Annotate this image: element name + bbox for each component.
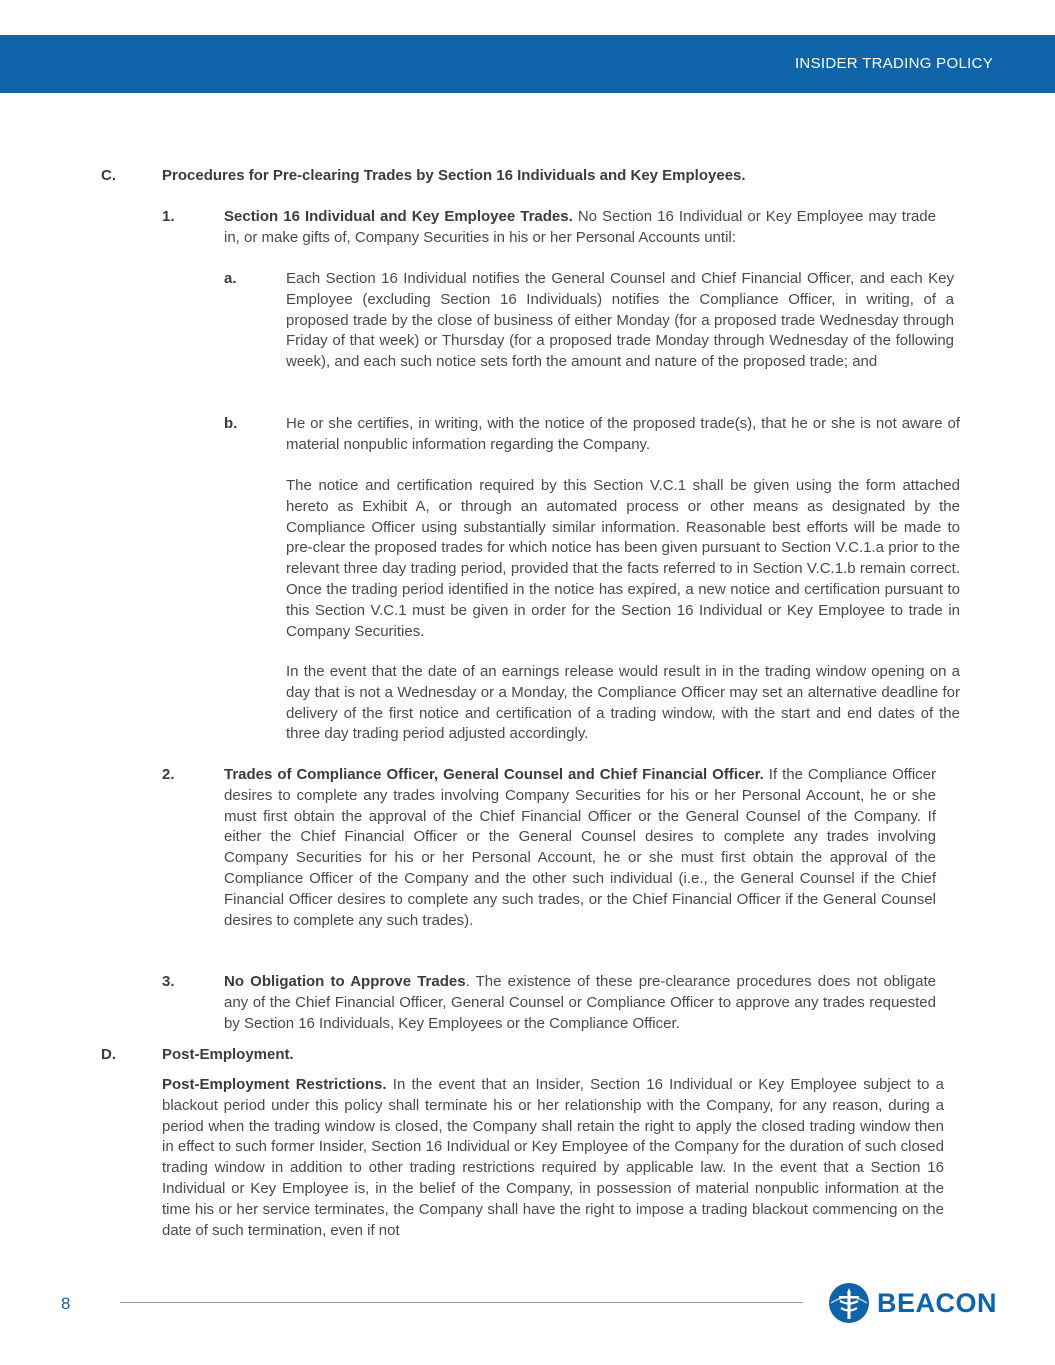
notice-certification-paragraph: The notice and certification required by this Section V.C.1 shall be given using the form attached hereto as Exhibit A, or through an automated process or other means as designated by the Compliance Officer using substantially similar information. Reasonable best efforts will be made to pre-clear the proposed trades for which notice has been given pursuant to Section V.C.1.a prior to the relevant three day trading period, provided that the facts referred to in Section V.C.1.b remain correct. Once the trading period identified in the notice has expired, a new notice and certification pursuant to this Section V.C.1 must be given in order for the Section 16 Individual or Key Employee to trade in Company Securities.	[286, 477, 960, 640]
item-3-text: . The existence of these pre-clearance procedures does not obligate any of the Chief Financial Officer, General Counsel or Compliance Officer to approve any trades requested by Section 16 Individuals, Key Employees or the Compliance Officer.	[224, 973, 936, 1032]
page-number: 8	[61, 1294, 71, 1313]
item-1-number: 1.	[162, 208, 175, 225]
item-2-number: 2.	[162, 766, 175, 783]
earnings-release-paragraph: In the event that the date of an earnings release would result in in the trading window opening on a day that is not a Wednesday or a Monday, the Compliance Officer may set an alternative deadline for delivery of the first notice and certification of a trading window, with the start and end dates of the three day trading period adjusted accordingly.	[286, 663, 960, 743]
item-1-paragraph	[224, 207, 936, 249]
sub-b-text: He or she certifies, in writing, with the notice of the proposed trade(s), that he or she is not aware of material nonpublic information regarding the Company.	[286, 415, 960, 453]
post-employment-paragraph	[162, 1075, 944, 1241]
item-3-heading: No Obligation to Approve Trades	[224, 973, 466, 990]
post-employment-heading: Post-Employment Restrictions.	[162, 1076, 387, 1093]
sub-a-letter: a.	[224, 270, 237, 287]
section-d-label: D.	[101, 1046, 116, 1063]
item-1-text: No Section 16 Individual or Key Employee may trade in, or make gifts of, Company Securities in his or her Personal Accounts until:	[224, 208, 936, 246]
footer-divider	[120, 1302, 803, 1303]
section-c-label: C.	[101, 167, 116, 184]
post-employment-text: In the event that an Insider, Section 16 Individual or Key Employee subject to a blackout period under this policy shall terminate his or her relationship with the Company, for any reason, during a period when the trading window is closed, the Company shall retain the right to apply the closed trading window then in effect to such former Insider, Section 16 Individual or Key Employee of the Company for the duration of such closed trading window in addition to other trading restrictions required by applicable law. In the event that a Section 16 Individual or Key Employee is, in the belief of the Company, in possession of material nonpublic information at the time his or her service terminates, the Company shall have the right to impose a trading blackout commencing on the date of such termination, even if not	[162, 1076, 944, 1239]
item-3-paragraph	[224, 972, 936, 1034]
beacon-logo-text: BEACON	[877, 1288, 998, 1318]
item-2-text: If the Compliance Officer desires to complete any trades involving Company Securities for his or her Personal Account, he or she must first obtain the approval of the Chief Financial Officer or the General Counsel of the Company. If either the Chief Financial Officer or the General Counsel desires to complete any trades involving Company Securities for his or her Personal Account, he or she must first obtain the approval of the Compliance Officer of the Company and the other such individual (i.e., the General Counsel if the Chief Financial Officer desires to complete any such trades, or the Chief Financial Officer if the General Counsel desires to complete any such trades).	[224, 766, 937, 929]
header-title: INSIDER TRADING POLICY	[794, 55, 993, 72]
sub-b-letter: b.	[224, 415, 238, 432]
header-bar	[0, 35, 1055, 93]
beacon-logo	[827, 1280, 997, 1326]
item-3-number: 3.	[162, 973, 175, 990]
beacon-logo-icon	[827, 1281, 871, 1325]
item-2-paragraph	[224, 765, 936, 931]
section-c-title: Procedures for Pre-clearing Trades by Section 16 Individuals and Key Employees.	[162, 167, 746, 184]
sub-a-text: Each Section 16 Individual notifies the General Counsel and Chief Financial Officer, and each Key Employee (excluding Section 16 Individuals) notifies the Compliance Officer, in writing, of a proposed trade by the close of business of either Monday (for a proposed trade Wednesday through Friday of that week) or Thursday (for a proposed trade Monday through Wednesday of the following week), and each such notice sets forth the amount and nature of the proposed trade; and	[286, 270, 954, 371]
item-1-heading: Section 16 Individual and Key Employee Trades.	[224, 208, 573, 225]
section-d-title: Post-Employment.	[162, 1046, 294, 1063]
item-2-heading: Trades of Compliance Officer, General Counsel and Chief Financial Officer.	[224, 766, 764, 783]
